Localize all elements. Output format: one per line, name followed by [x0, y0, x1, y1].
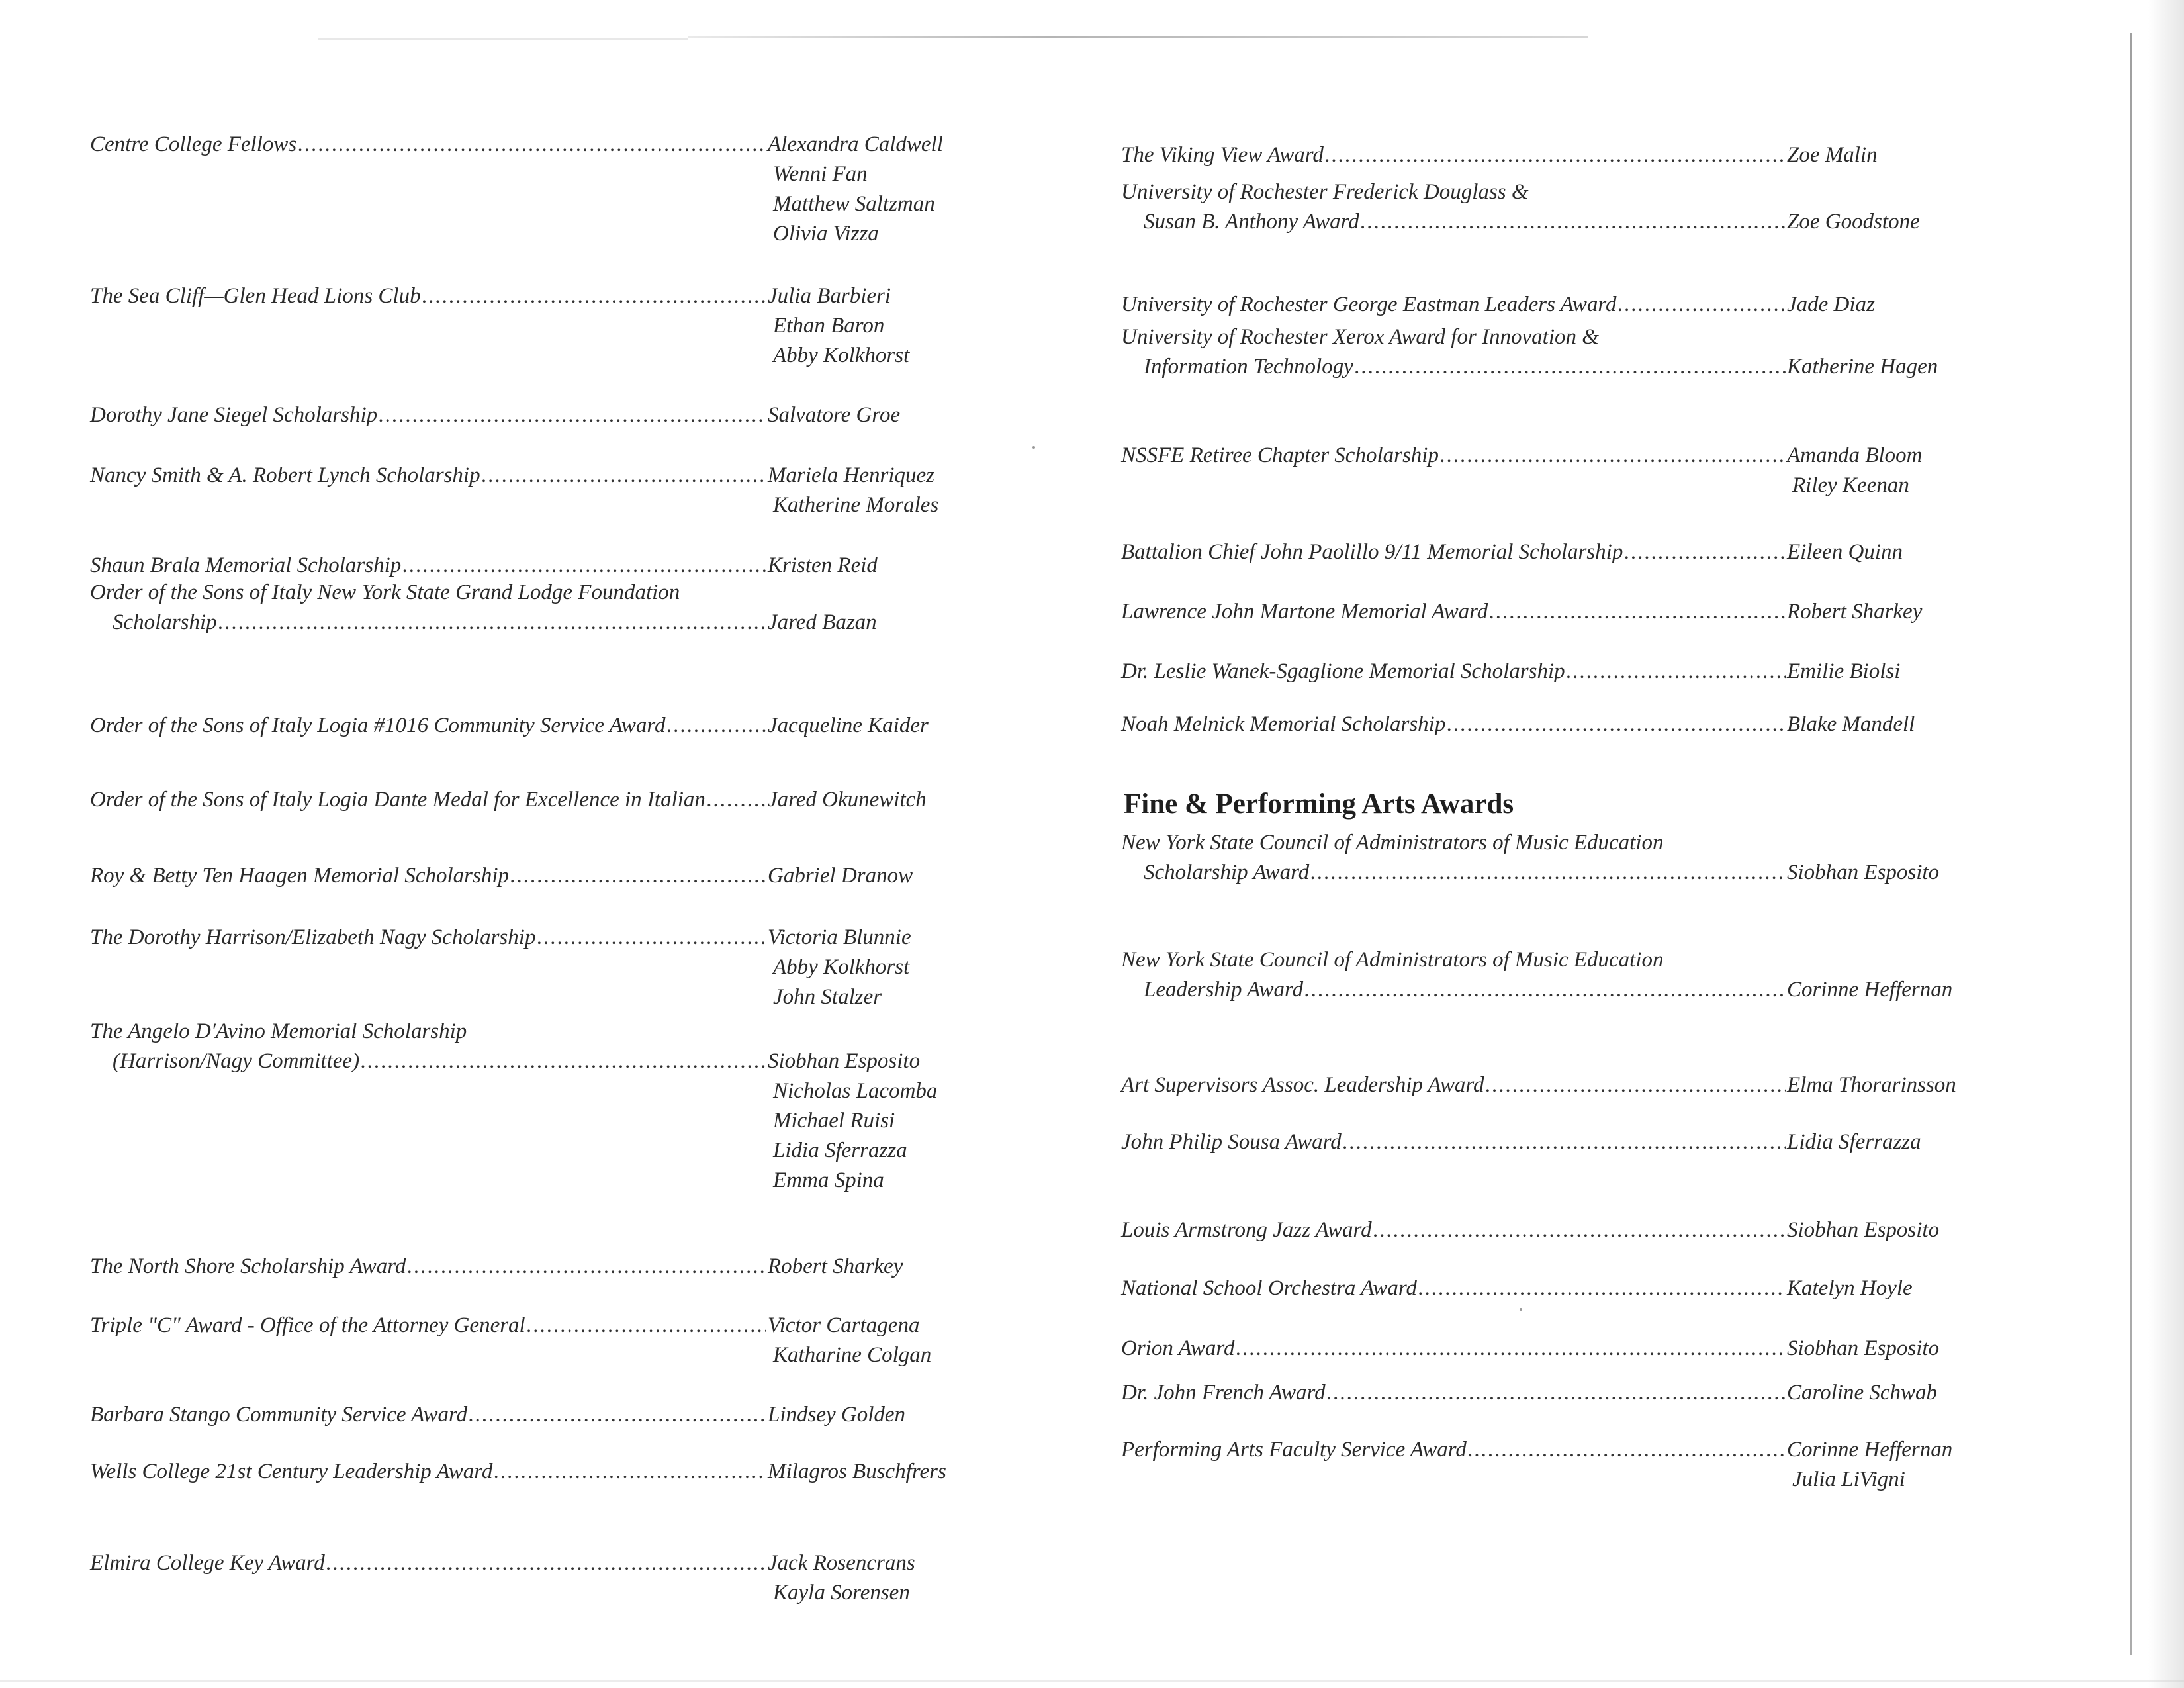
leader-dots [1618, 290, 1786, 320]
award-name: Shaun Brala Memorial Scholarship [90, 553, 402, 577]
page-fold-shadow [2124, 0, 2184, 1688]
award-name: Order of the Sons of Italy Logia #1016 Community Service Award [90, 714, 666, 737]
award-entry [1121, 945, 2105, 1005]
award-entry [1121, 290, 2105, 320]
award-entry [1121, 441, 2105, 497]
recipient-name: Nicholas Lacomba [773, 1079, 938, 1103]
recipient-name: Kayla Sorensen [773, 1581, 910, 1605]
award-name: Elmira College Key Award [90, 1551, 325, 1575]
award-entry [1121, 1070, 2105, 1100]
recipient-name: Gabriel Dranow [768, 864, 913, 888]
recipient-name: Jack Rosencrans [768, 1551, 915, 1575]
award-entry [1121, 177, 2105, 237]
recipient-name: Zoe Malin [1787, 143, 1878, 167]
recipient-name: Siobhan Esposito [1787, 861, 1940, 884]
recipient-name: Jacqueline Kaider [768, 714, 929, 737]
scan-bottom-edge [0, 1680, 2184, 1682]
scan-top-edge-faint [318, 38, 688, 40]
award-entry [1121, 140, 2105, 170]
award-name-continued: Leadership Award [1144, 978, 1304, 1002]
award-name: National School Orchestra Award [1121, 1276, 1418, 1300]
recipient-name: Lindsey Golden [768, 1403, 906, 1427]
recipient-name: Michael Ruisi [773, 1109, 895, 1133]
award-name-continued: Information Technology [1144, 355, 1353, 379]
award-name-continued: Scholarship Award [1144, 861, 1310, 884]
leader-dots [1418, 1274, 1786, 1303]
award-name: John Philip Sousa Award [1121, 1130, 1342, 1154]
leader-dots [494, 1457, 766, 1487]
leader-dots [326, 1548, 766, 1578]
recipient-name: Emilie Biolsi [1787, 659, 1901, 683]
leader-dots [422, 281, 766, 311]
recipient-name: Olivia Vizza [773, 222, 879, 246]
section-title: Fine & Performing Arts Awards [1124, 788, 1514, 820]
leader-dots [707, 785, 766, 815]
scan-speck [1520, 1308, 1522, 1311]
award-entry [1121, 657, 2105, 686]
award-entry [1121, 828, 2105, 888]
award-name: Dr. John French Award [1121, 1381, 1326, 1405]
scan-top-edge [688, 36, 1588, 38]
recipient-name: Wenni Fan [773, 162, 868, 186]
recipient-name: Amanda Bloom [1787, 444, 1923, 467]
recipient-name: Robert Sharkey [1787, 600, 1923, 624]
award-entry [90, 1457, 1085, 1487]
award-name: Triple "C" Award - Office of the Attorney General [90, 1313, 525, 1337]
award-name-continued: Susan B. Anthony Award [1144, 210, 1359, 234]
leader-dots [527, 1311, 766, 1340]
recipient-name: Julia LiVigni [1792, 1468, 1905, 1491]
award-name-continued: Scholarship [113, 610, 217, 634]
award-entry [90, 551, 1085, 581]
recipient-name: Katherine Morales [773, 493, 939, 517]
award-entry [90, 461, 1085, 517]
award-entry [90, 711, 1085, 741]
award-name: The Sea Cliff—Glen Head Lions Club [90, 284, 421, 308]
scan-speck [1032, 446, 1035, 449]
award-entry [90, 578, 1085, 637]
award-entry [1121, 1378, 2105, 1408]
award-entry [1121, 538, 2105, 567]
award-entry [1121, 710, 2105, 739]
recipient-name: Lidia Sferrazza [773, 1139, 907, 1162]
leader-dots [1327, 1378, 1786, 1408]
leader-dots [407, 1252, 766, 1282]
award-name: New York State Council of Administrators of Music Education [1121, 948, 1664, 972]
recipient-name: Jared Bazan [768, 610, 877, 634]
leader-dots [1440, 441, 1786, 471]
recipient-name: Emma Spina [773, 1168, 884, 1192]
leader-dots [537, 923, 766, 953]
award-name: Roy & Betty Ten Haagen Memorial Scholarship [90, 864, 510, 888]
recipient-name: Katelyn Hoyle [1787, 1276, 1913, 1300]
leader-dots [510, 861, 766, 891]
leader-dots [1310, 858, 1786, 888]
award-entry [90, 923, 1085, 1009]
award-entry [90, 400, 1085, 430]
leader-dots [1567, 657, 1786, 686]
recipient-name: Victor Cartagena [768, 1313, 920, 1337]
recipient-name: Elma Thorarinsson [1787, 1073, 1956, 1097]
award-entry [1121, 597, 2105, 627]
award-name: Dorothy Jane Siegel Scholarship [90, 403, 378, 427]
recipient-name: Victoria Blunnie [768, 925, 911, 949]
award-name: University of Rochester Xerox Award for Innovation & [1121, 325, 1599, 349]
recipient-name: Lidia Sferrazza [1787, 1130, 1921, 1154]
award-entry [90, 1400, 1085, 1430]
award-name: The Angelo D'Avino Memorial Scholarship [90, 1019, 467, 1043]
recipient-name: Milagros Buschfrers [768, 1460, 946, 1483]
award-entry [1121, 1215, 2105, 1245]
award-entry [1121, 322, 2105, 382]
recipient-name: Robert Sharkey [768, 1254, 903, 1278]
leader-dots [298, 130, 766, 160]
award-entry [90, 281, 1085, 367]
leader-dots [1343, 1127, 1786, 1157]
award-entry [90, 1252, 1085, 1282]
award-name: New York State Council of Administrators of Music Education [1121, 831, 1664, 855]
award-name: Noah Melnick Memorial Scholarship [1121, 712, 1446, 736]
recipient-name: Ethan Baron [773, 314, 885, 338]
recipient-name: Corinne Heffernan [1787, 978, 1953, 1002]
recipient-name: Mariela Henriquez [768, 463, 935, 487]
recipient-name: Abby Kolkhorst [773, 344, 910, 367]
leader-dots [1447, 710, 1786, 739]
page-fold-line [2130, 33, 2132, 1655]
leader-dots [469, 1400, 766, 1430]
award-name: Battalion Chief John Paolillo 9/11 Memorial Scholarship [1121, 540, 1623, 564]
award-entry [1121, 1127, 2105, 1157]
award-name: Order of the Sons of Italy Logia Dante Medal for Excellence in Italian [90, 788, 705, 812]
recipient-name: Katherine Hagen [1787, 355, 1938, 379]
award-name: Nancy Smith & A. Robert Lynch Scholarship [90, 463, 480, 487]
leader-dots [402, 551, 766, 581]
recipient-name: Riley Keenan [1792, 473, 1909, 497]
recipient-name: Salvatore Groe [768, 403, 901, 427]
award-name: Wells College 21st Century Leadership Award [90, 1460, 493, 1483]
recipient-name: Abby Kolkhorst [773, 955, 910, 979]
award-entry [90, 130, 1085, 246]
award-entry [90, 861, 1085, 891]
leader-dots [1489, 597, 1786, 627]
recipient-name: Siobhan Esposito [768, 1049, 921, 1073]
recipient-name: Eileen Quinn [1787, 540, 1903, 564]
recipient-name: Matthew Saltzman [773, 192, 935, 216]
leader-dots [1468, 1435, 1786, 1465]
award-name: Order of the Sons of Italy New York State Grand Lodge Foundation [90, 581, 680, 604]
recipient-name: Corinne Heffernan [1787, 1438, 1953, 1462]
leader-dots [1486, 1070, 1786, 1100]
award-entry [1121, 1435, 2105, 1491]
leader-dots [482, 461, 766, 491]
leader-dots [1236, 1334, 1786, 1364]
leader-dots [361, 1047, 766, 1076]
recipient-name: Zoe Goodstone [1787, 210, 1920, 234]
recipient-name: Kristen Reid [768, 553, 878, 577]
recipient-name: Julia Barbieri [768, 284, 891, 308]
recipient-name: Blake Mandell [1787, 712, 1915, 736]
award-name-continued: (Harrison/Nagy Committee) [113, 1049, 360, 1073]
award-name: Barbara Stango Community Service Award [90, 1403, 468, 1427]
award-name: Dr. Leslie Wanek-Sgaglione Memorial Scholarship [1121, 659, 1565, 683]
leader-dots [1355, 352, 1786, 382]
recipient-name: Siobhan Esposito [1787, 1336, 1940, 1360]
leader-dots [379, 400, 766, 430]
leader-dots [1361, 207, 1786, 237]
award-entry [90, 1017, 1085, 1192]
award-name: Louis Armstrong Jazz Award [1121, 1218, 1372, 1242]
leader-dots [1373, 1215, 1786, 1245]
award-name: Lawrence John Martone Memorial Award [1121, 600, 1488, 624]
award-name: University of Rochester Frederick Douglass & [1121, 180, 1529, 204]
recipient-name: Jade Diaz [1787, 293, 1875, 316]
leader-dots [667, 711, 766, 741]
leader-dots [1304, 975, 1786, 1005]
award-name: The Dorothy Harrison/Elizabeth Nagy Scholarship [90, 925, 536, 949]
award-entry [90, 785, 1085, 815]
award-name: Art Supervisors Assoc. Leadership Award [1121, 1073, 1484, 1097]
recipient-name: Siobhan Esposito [1787, 1218, 1940, 1242]
award-name: NSSFE Retiree Chapter Scholarship [1121, 444, 1439, 467]
recipient-name: John Stalzer [773, 985, 882, 1009]
award-name: Performing Arts Faculty Service Award [1121, 1438, 1467, 1462]
leader-dots [1325, 140, 1786, 170]
award-entry [1121, 1274, 2105, 1303]
recipient-name: Jared Okunewitch [768, 788, 927, 812]
leader-dots [218, 608, 766, 637]
award-name: University of Rochester George Eastman Leaders Award [1121, 293, 1617, 316]
award-entry [90, 1311, 1085, 1367]
award-entry [1121, 1334, 2105, 1364]
award-name: The Viking View Award [1121, 143, 1324, 167]
recipient-name: Caroline Schwab [1787, 1381, 1938, 1405]
recipient-name: Katharine Colgan [773, 1343, 932, 1367]
recipient-name: Alexandra Caldwell [768, 132, 943, 156]
award-name: Orion Award [1121, 1336, 1235, 1360]
leader-dots [1624, 538, 1786, 567]
award-name: The North Shore Scholarship Award [90, 1254, 406, 1278]
award-entry [90, 1548, 1085, 1605]
award-name: Centre College Fellows [90, 132, 297, 156]
